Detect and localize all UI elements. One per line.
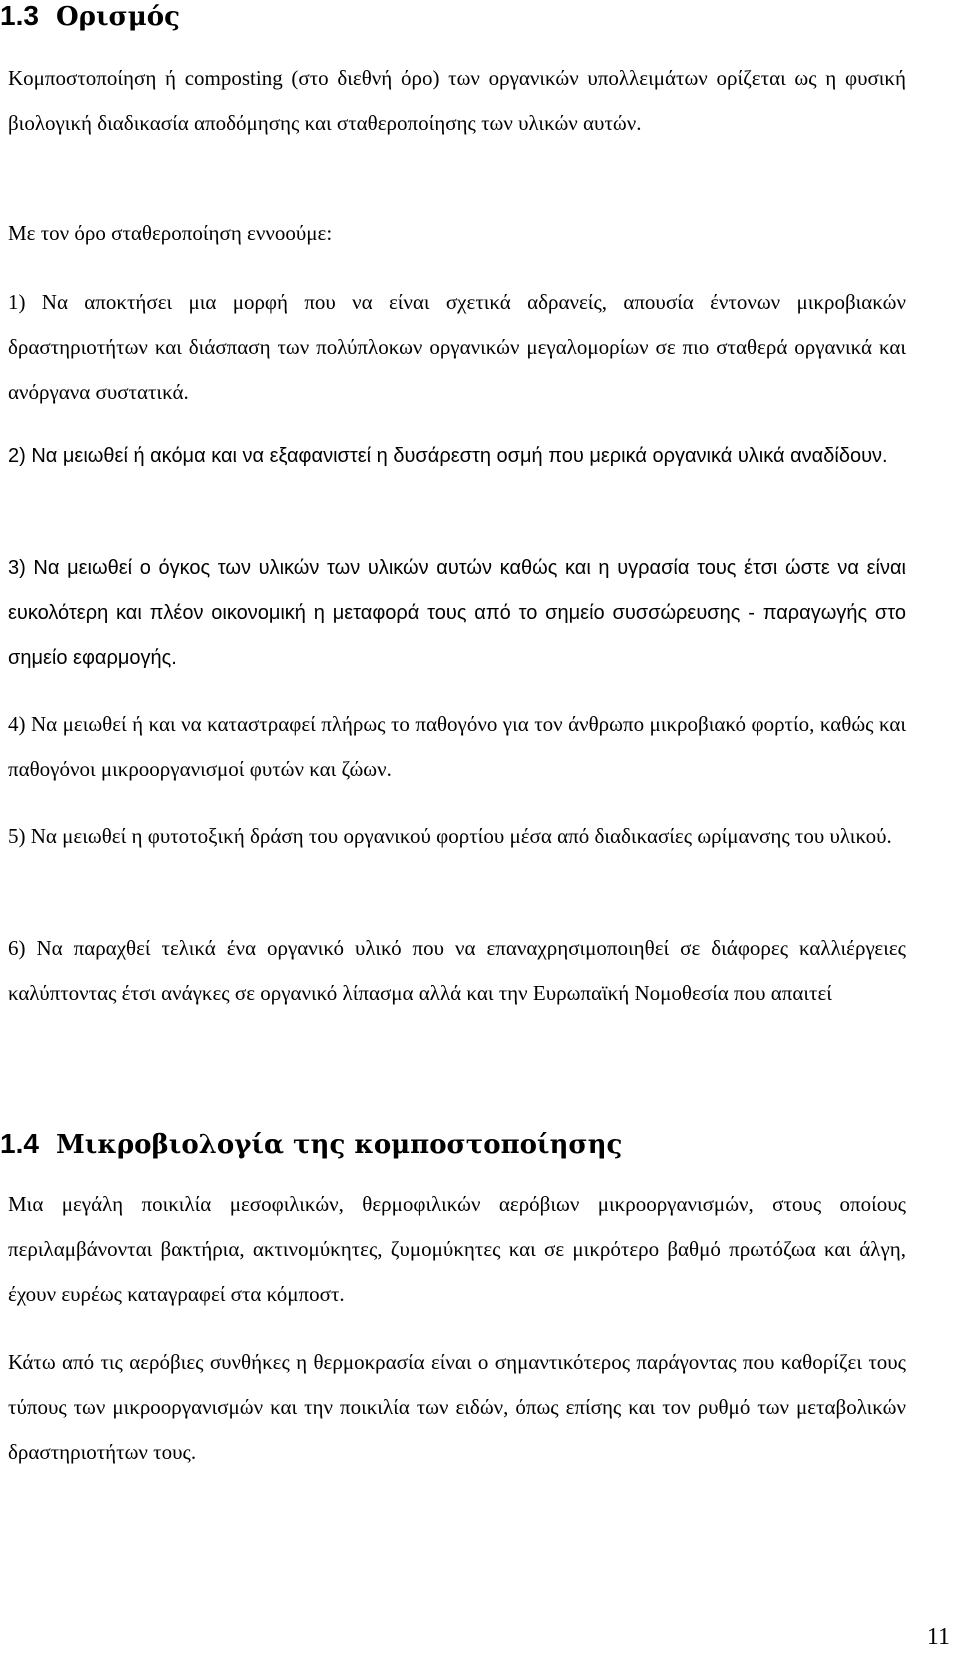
list-item-1: 1) Να αποκτήσει μια μορφή που να είναι σχετικά αδρανείς, απουσία έντονων μικροβιακών δραστηριοτήτων και διάσπαση των πολύπλοκων οργανικών μεγαλομορίων σε πιο σταθερά οργανικά και ανόργανα συστατικά. xyxy=(8,290,906,404)
section-heading-1-4 xyxy=(0,1128,622,1160)
microbiology-paragraph-1: Μια μεγάλη ποικιλία μεσοφιλικών, θερμοφιλικών αερόβιων μικροοργανισμών, στους οποίους περιλαμβάνονται βακτήρια, ακτινομύκητες, ζυμομύκητες και σε μικρότερο βαθμό πρωτόζωα και άλγη, έχουν ευρέως καταγραφεί στα κόμποστ. xyxy=(8,1192,906,1306)
section-title: Μικροβιολογία της κομποστοποίησης xyxy=(56,1130,623,1160)
section-number: 1.3 xyxy=(0,0,39,31)
section-number: 1.4 xyxy=(0,1128,39,1159)
list-item-4: 4) Να μειωθεί ή και να καταστραφεί πλήρως το παθογόνο για τον άνθρωπο μικροβιακό φορτίο, καθώς και παθογόνοι μικροοργανισμοί φυτών και ζώων. xyxy=(8,712,906,781)
microbiology-paragraph-2: Κάτω από τις αερόβιες συνθήκες η θερμοκρασία είναι ο σημαντικότερος παράγοντας που καθορίζει τους τύπους των μικροοργανισμών και την ποικιλία των ειδών, όπως επίσης και τον ρυθμό των μεταβολικών δραστηριοτήτων τους. xyxy=(8,1350,906,1464)
page-number: 11 xyxy=(926,1624,950,1650)
list-item-2: 2) Να μειωθεί ή ακόμα και να εξαφανιστεί η δυσάρεστη οσμή που μερικά οργανικά υλικά αναδίδουν. xyxy=(8,445,888,467)
definition-paragraph: Κομποστοποίηση ή composting (στο διεθνή όρο) των οργανικών υπολλειμάτων ορίζεται ως η φυσική βιολογική διαδικασία αποδόμησης και σταθεροποίησης των υλικών αυτών. xyxy=(8,66,906,135)
list-item-3: 3) Να μειωθεί ο όγκος των υλικών των υλικών αυτών καθώς και η υγρασία τους έτσι ώστε να είναι ευκολότερη και πλέον οικονομική η μεταφορά τους από το σημείο συσσώρευσης - παραγωγής στο σημείο εφαρμογής. xyxy=(8,557,906,669)
list-item-6: 6) Να παραχθεί τελικά ένα οργανικό υλικό που να επαναχρησιμοποιηθεί σε διάφορες καλλιέργειες καλύπτοντας έτσι ανάγκες σε οργανικό λίπασμα αλλά και την Ευρωπαϊκή Νομοθεσία που απαιτεί xyxy=(8,936,906,1005)
section-heading-1-3 xyxy=(0,0,180,32)
section-title: Ορισμός xyxy=(56,2,180,32)
stabilization-intro: Με τον όρο σταθεροποίηση εννοούμε: xyxy=(8,221,333,245)
list-item-5: 5) Να μειωθεί η φυτοτοξική δράση του οργανικού φορτίου μέσα από διαδικασίες ωρίμανσης του υλικού. xyxy=(8,824,892,848)
